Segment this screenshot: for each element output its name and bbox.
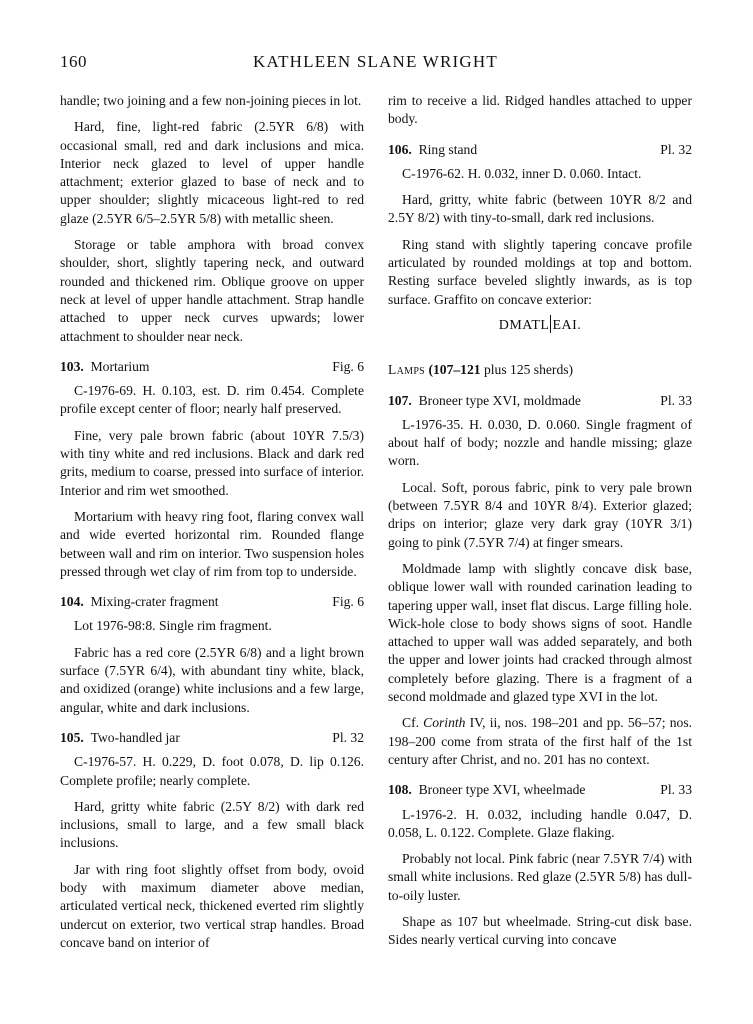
entry-title: Ring stand <box>418 141 478 157</box>
graffito-inscription <box>388 315 692 335</box>
entry-106-heading <box>388 141 692 159</box>
comparanda-text: IV, ii, nos. 198–201 and pp. 56–57; nos. 198–200 come from strata of the first half of the 1st century after Christ, and no. 201 has no context. <box>388 715 693 767</box>
entry-title: Broneer type XVI, wheelmade <box>418 782 586 798</box>
entry-108-catalog: L-1976-2. H. 0.032, including handle 0.047, D. 0.058, L. 0.122. Complete. Glaze flaking. <box>388 806 692 840</box>
entry-104-fabric: Fabric has a red core (2.5YR 6/8) and a light brown surface (7.5YR 6/4), with abundant tiny white, black, and oxidized (orange) white inclusions and a few large, angular, white and dark inclusions. <box>60 644 364 715</box>
entry-103-fabric: Fine, very pale brown fabric (about 10YR 7.5/3) with tiny white and red inclusions. Black and dark red grits, medium to coarse, pressed into surface of interior. Interior and rim wet smoothed. <box>60 427 364 498</box>
entry-106-fabric: Hard, gritty, white fabric (between 10YR 8/2 and 2.5Y 8/2) with tiny-to-small, dark red inclusions. <box>388 192 692 226</box>
entry-107-comparanda <box>388 714 692 769</box>
continuation-paragraph: rim to receive a lid. Ridged handles attached to upper body. <box>388 93 692 127</box>
entry-108-fabric: Probably not local. Pink fabric (near 7.5YR 7/4) with small white inclusions. Red glaze (2.5YR 5/8) has dull-to-oily luster. <box>388 851 692 903</box>
section-count: plus 125 sherds) <box>480 362 574 378</box>
entry-108-description: Shape as 107 but wheelmade. String-cut disk base. Sides nearly vertical curving into concave <box>388 913 692 948</box>
comparanda-prefix: Cf. <box>402 715 424 731</box>
entry-105-description: Jar with ring foot slightly offset from body, ovoid body with maximum diameter above median, articulated vertical neck, thickened everted rim slightly undercut on exterior, two vertical strap handles. Broad concave band on interior of <box>60 861 364 950</box>
entry-number: 104. <box>60 594 84 610</box>
entry-number: 107. <box>388 392 412 408</box>
entry-105-catalog: C-1976-57. H. 0.229, D. foot 0.078, D. lip 0.126. Complete profile; nearly complete. <box>60 754 364 788</box>
entry-106-description: Ring stand with slightly tapering concave profile articulated by rounded moldings at top and bottom. Resting surface beveled slightly inwards, as is top surface. Graffito on concave exterior: <box>388 236 692 307</box>
entry-title: Mixing-crater fragment <box>90 594 219 610</box>
plate-reference: Pl. 33 <box>660 392 692 408</box>
entry-104-heading <box>60 593 364 611</box>
right-column <box>388 92 692 958</box>
entry-108-heading <box>388 781 692 799</box>
graffito-part-b: EAI. <box>552 317 582 333</box>
figure-reference: Fig. 6 <box>332 594 364 610</box>
graffito-part-a: DMATL <box>498 317 550 333</box>
lamps-section-heading <box>388 361 692 379</box>
left-column <box>60 92 364 960</box>
entry-103-description: Mortarium with heavy ring foot, flaring convex wall and wide everted horizontal rim. Rounded flange between wall and rim on interior. Two suspension holes pressed through wet clay of rim from top to underside. <box>60 508 364 579</box>
entry-107-description: Moldmade lamp with slightly concave disk base, oblique lower wall with rounded carination leading to tapering upper wall, inset flat discus. Large filling hole. Wick-hole close to body shows signs of soot. Handle attached to upper wall was added separately, and both the upper and lower joints had cracked through almost completely before glazing. There is a fragment of a second moldmade and glazed type XVI in the lot. <box>388 560 692 705</box>
entry-103-heading <box>60 358 364 376</box>
entry-number: 105. <box>60 729 84 745</box>
entry-103-catalog: C-1976-69. H. 0.103, est. D. rim 0.454. Complete profile except center of floor; nearly half preserved. <box>60 383 364 417</box>
plate-reference: Pl. 33 <box>660 782 692 798</box>
entry-title: Mortarium <box>90 358 150 374</box>
entry-102-fabric: Hard, fine, light-red fabric (2.5YR 6/8) with occasional small, red and dark inclusions and mica. Interior neck glazed to level of upper handle attachment; exterior glazed to base of neck and to upper shoulder; slightly micaceous light-red to red glaze (2.5YR 6/5–2.5YR 5/8) with metallic sheen. <box>60 119 364 226</box>
entry-105-heading <box>60 729 364 747</box>
entry-105-fabric: Hard, gritty white fabric (2.5Y 8/2) with dark red inclusions, small to large, and a few small black inclusions. <box>60 798 364 851</box>
entry-number: 108. <box>388 782 412 798</box>
entry-107-heading <box>388 392 692 410</box>
plate-reference: Pl. 32 <box>660 141 692 157</box>
entry-102-description: Storage or table amphora with broad convex shoulder, short, slightly tapering neck, and outward rounded and thickened rim. Oblique groove on upper neck at level of upper handle attachment. Strap handle attached to upper neck curves upwards; lower attachment to shoulder near neck. <box>60 237 364 344</box>
entry-107-catalog: L-1976-35. H. 0.030, D. 0.060. Single fragment of about half of body; nozzle and handle missing; glaze worn. <box>388 416 692 469</box>
entry-title: Two-handled jar <box>90 729 180 745</box>
page-header <box>60 52 691 72</box>
section-label: Lamps <box>388 362 426 378</box>
entry-number: 103. <box>60 358 84 374</box>
running-head: KATHLEEN SLANE WRIGHT <box>253 52 498 71</box>
entry-104-catalog: Lot 1976-98:8. Single rim fragment. <box>74 618 272 634</box>
entry-title: Broneer type XVI, moldmade <box>418 392 581 408</box>
plate-reference: Pl. 32 <box>332 729 364 745</box>
page-number: 160 <box>60 52 87 71</box>
figure-reference: Fig. 6 <box>332 358 364 374</box>
entry-106-catalog: C-1976-62. H. 0.032, inner D. 0.060. Intact. <box>402 165 642 181</box>
publication-title: Corinth <box>423 715 466 731</box>
entry-107-fabric: Local. Soft, porous fabric, pink to very pale brown (between 7.5YR 8/4 and 10YR 8/4). Exterior glazed; drips on interior; glaze very dark gray (10YR 3/1) going to pink (7.5YR 7/4) at finger smears. <box>388 479 692 550</box>
entry-number: 106. <box>388 141 412 157</box>
continuation-paragraph: handle; two joining and a few non-joining pieces in lot. <box>60 93 362 108</box>
section-range: (107–121 <box>428 362 481 378</box>
